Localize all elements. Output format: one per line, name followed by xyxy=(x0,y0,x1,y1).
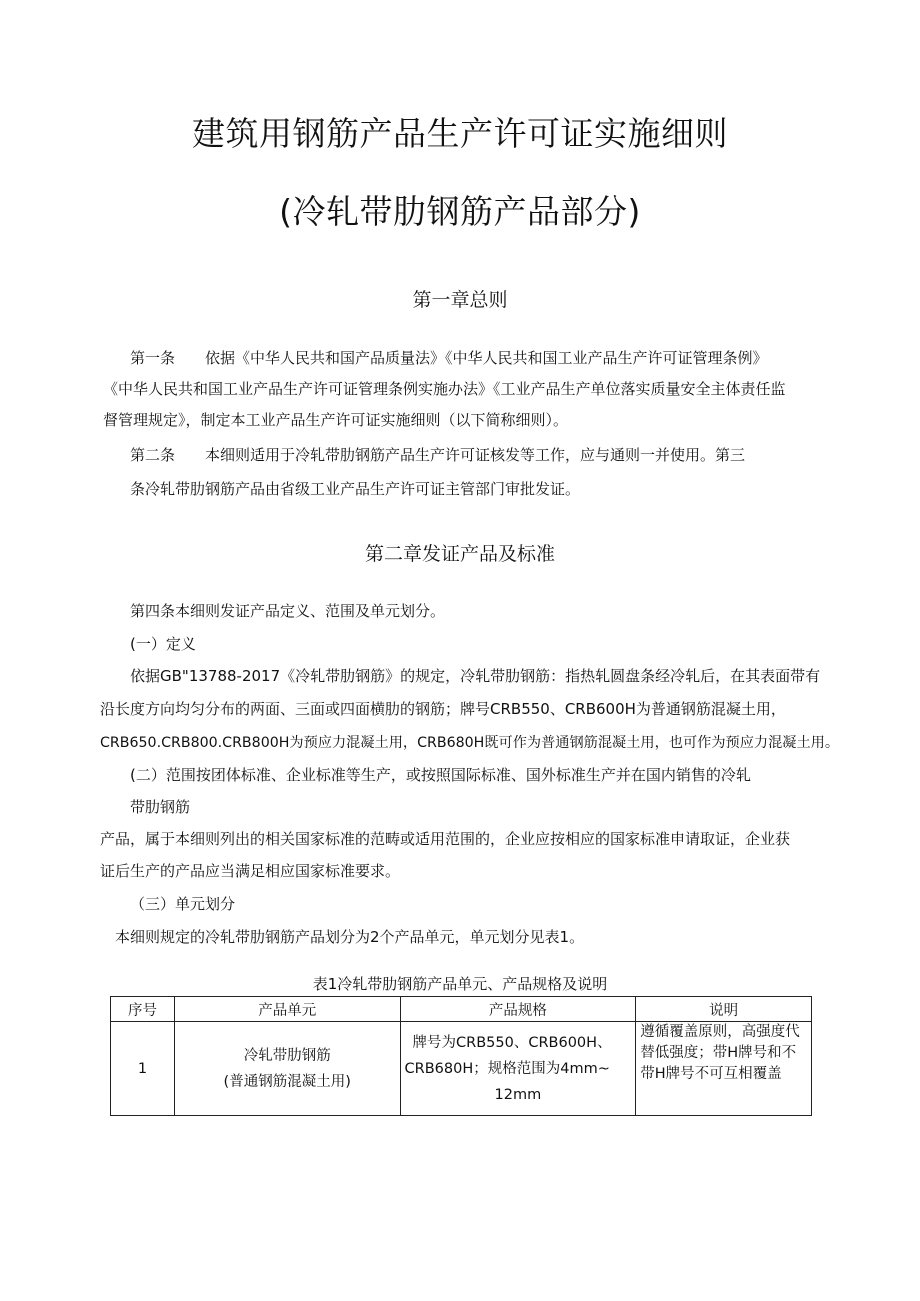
header-spec: 产品规格 xyxy=(400,997,636,1022)
article1-line2: 《中华人民共和国工业产品生产许可证管理条例实施办法》《工业产品生产单位落实质量安全主体责任监 xyxy=(103,380,786,398)
section2-line4: 证后生产的产品应当满足相应国家标准要求。 xyxy=(100,862,401,880)
section2-line3: 产品，属于本细则列出的相关国家标准的范畴或适用范围的，企业应按相应的国家标准申请取证，企业获 xyxy=(100,830,791,848)
cell-note-line2: 替低强度；带H牌号和不 xyxy=(640,1045,797,1061)
article1-line3: 督管理规定》，制定本工业产品生产许可证实施细则（以下简称细则）。 xyxy=(103,411,569,429)
cell-unit xyxy=(174,1022,400,1116)
section3-heading: （三）单元划分 xyxy=(130,895,236,913)
table1-header-row xyxy=(111,997,812,1022)
cell-no xyxy=(111,1022,175,1116)
cell-spec xyxy=(400,1022,636,1116)
header-no: 序号 xyxy=(111,997,175,1022)
article2-line1 xyxy=(130,445,745,465)
article1-label: 第一条 xyxy=(130,349,176,367)
chapter1-heading: 第一章总则 xyxy=(412,289,508,311)
header-unit: 产品单元 xyxy=(174,997,400,1022)
cell-unit-line1: 冷轧带肋钢筋 xyxy=(243,1047,331,1064)
cell-unit-line2: (普通钢筋混凝土用) xyxy=(223,1073,351,1090)
document-title-line2: (冷轧带肋钢筋产品部分) xyxy=(279,192,641,231)
cell-note xyxy=(636,1022,812,1116)
article4: 第四条本细则发证产品定义、范围及单元划分。 xyxy=(130,602,446,620)
cell-spec-line1: 牌号为CRB550、CRB600H、 xyxy=(412,1034,612,1051)
definition-line2: 沿长度方向均匀分布的两面、三面或四面横肋的钢筋；牌号CRB550、CRB600H为普通钢筋混凝土用， xyxy=(100,700,786,718)
section3-line1: 本细则规定的冷轧带肋钢筋产品划分为2个产品单元，单元划分见表1。 xyxy=(115,928,585,946)
section1-heading: (一）定义 xyxy=(130,635,196,653)
article2-text: 本细则适用于冷轧带肋钢筋产品生产许可证核发等工作，应与通则一并使用。第三 xyxy=(205,446,746,464)
article2-line2: 条冷轧带肋钢筋产品由省级工业产品生产许可证主管部门审批发证。 xyxy=(130,480,581,498)
cell-note-line1: 遵循覆盖原则，高强度代 xyxy=(640,1024,800,1040)
header-note: 说明 xyxy=(636,997,812,1022)
article1-line1 xyxy=(130,348,768,368)
article1-text: 依据《中华人民共和国产品质量法》《中华人民共和国工业产品生产许可证管理条例》 xyxy=(205,349,768,367)
cell-spec-line2: CRB680H；规格范围为4mm~ xyxy=(404,1060,610,1077)
table-row xyxy=(111,1022,812,1116)
table1-caption: 表1冷轧带肋钢筋产品单元、产品规格及说明 xyxy=(312,975,608,993)
table1 xyxy=(110,996,812,1116)
section2-line1: (二）范围按团体标准、企业标准等生产，或按照国际标准、国外标准生产并在国内销售的冷轧 xyxy=(130,766,751,784)
article2-label: 第二条 xyxy=(130,446,176,464)
section2-line2: 带肋钢筋 xyxy=(130,798,191,816)
cell-no-text: 1 xyxy=(137,1060,148,1077)
cell-note-line3: 带H牌号不可互相覆盖 xyxy=(640,1066,782,1082)
chapter2-heading: 第二章发证产品及标准 xyxy=(364,543,555,565)
cell-spec-line3: 12mm xyxy=(494,1086,542,1103)
definition-line1: 依据GB"13788-2017《冷轧带肋钢筋》的规定，冷轧带肋钢筋：指热轧圆盘条经冷轧后，在其表面带有 xyxy=(130,667,821,685)
document-title-line1: 建筑用钢筋产品生产许可证实施细则 xyxy=(192,114,728,153)
definition-line3: CRB650.CRB800.CRB800H为预应力混凝土用，CRB680H既可作为普通钢筋混凝土用，也可作为预应力混凝土用。 xyxy=(100,735,840,751)
